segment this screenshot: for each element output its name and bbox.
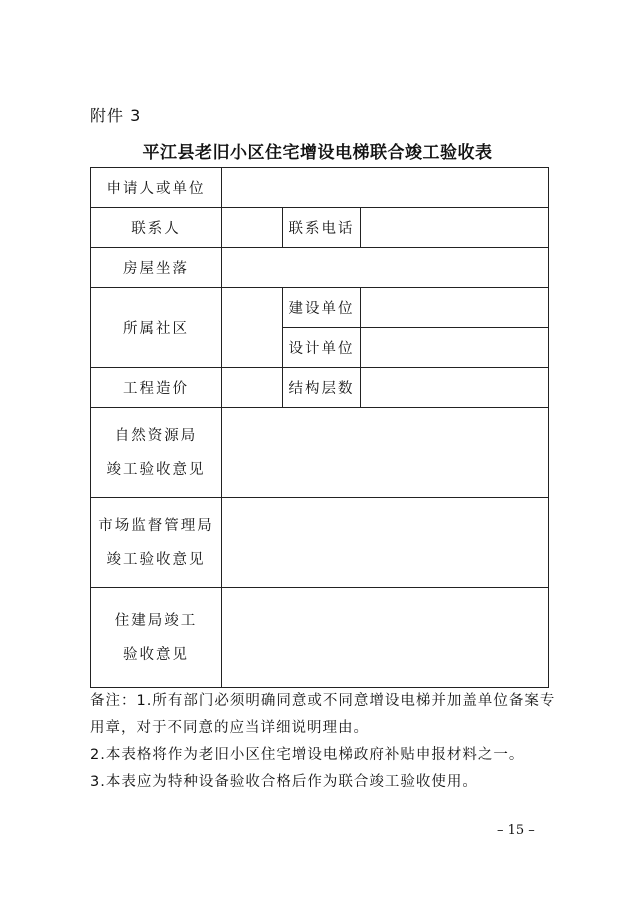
note-2: 2.本表格将作为老旧小区住宅增设电梯政府补贴申报材料之一。: [90, 747, 525, 763]
design-unit-label: 设计单位: [283, 328, 361, 368]
natural-resources-opinion-cell: [222, 408, 549, 498]
construction-unit-value-cell: [361, 288, 549, 328]
market-supervision-label-line2: 竣工验收意见: [106, 551, 206, 568]
house-location-label: 房屋坐落: [91, 248, 222, 288]
market-supervision-opinion-cell: [222, 498, 549, 588]
natural-resources-label-line1: 自然资源局: [114, 427, 198, 444]
market-supervision-label: [91, 498, 222, 588]
row-applicant: [91, 168, 549, 208]
note-1: 备注：1.所有部门必须明确同意或不同意增设电梯并加盖单位备案专用章，对于不同意的应当详细说明理由。: [90, 693, 556, 736]
page-number: – 15 –: [497, 823, 535, 838]
form-title: 平江县老旧小区住宅增设电梯联合竣工验收表: [142, 143, 493, 163]
row-contact: [91, 208, 549, 248]
notes-block: [90, 688, 560, 796]
community-label: 所属社区: [91, 288, 222, 368]
row-construction-unit: [91, 288, 549, 328]
contact-phone-value-cell: [361, 208, 549, 248]
structure-floors-label: 结构层数: [283, 368, 361, 408]
applicant-value-cell: [222, 168, 549, 208]
row-house-location: [91, 248, 549, 288]
project-cost-label: 工程造价: [91, 368, 222, 408]
note-3: 3.本表应为特种设备验收合格后作为联合竣工验收使用。: [90, 774, 478, 790]
house-location-value-cell: [222, 248, 549, 288]
community-value-cell: [222, 288, 283, 368]
row-market-supervision: [91, 498, 549, 588]
natural-resources-label-line2: 竣工验收意见: [106, 461, 206, 478]
natural-resources-label: [91, 408, 222, 498]
row-housing-construction: [91, 588, 549, 688]
market-supervision-label-line1: 市场监督管理局: [98, 517, 214, 534]
acceptance-form-table: [90, 167, 549, 688]
design-unit-value-cell: [361, 328, 549, 368]
structure-floors-value-cell: [361, 368, 549, 408]
contact-phone-label: 联系电话: [283, 208, 361, 248]
housing-construction-label-line1: 住建局竣工: [114, 612, 198, 629]
attachment-label: 附件 3: [90, 106, 142, 125]
project-cost-value-cell: [222, 368, 283, 408]
row-natural-resources: [91, 408, 549, 498]
contact-person-label: 联系人: [91, 208, 222, 248]
contact-person-value-cell: [222, 208, 283, 248]
housing-construction-label-line2: 验收意见: [123, 646, 189, 663]
housing-construction-opinion-cell: [222, 588, 549, 688]
housing-construction-label: [91, 588, 222, 688]
row-cost: [91, 368, 549, 408]
construction-unit-label: 建设单位: [283, 288, 361, 328]
applicant-label: 申请人或单位: [91, 168, 222, 208]
